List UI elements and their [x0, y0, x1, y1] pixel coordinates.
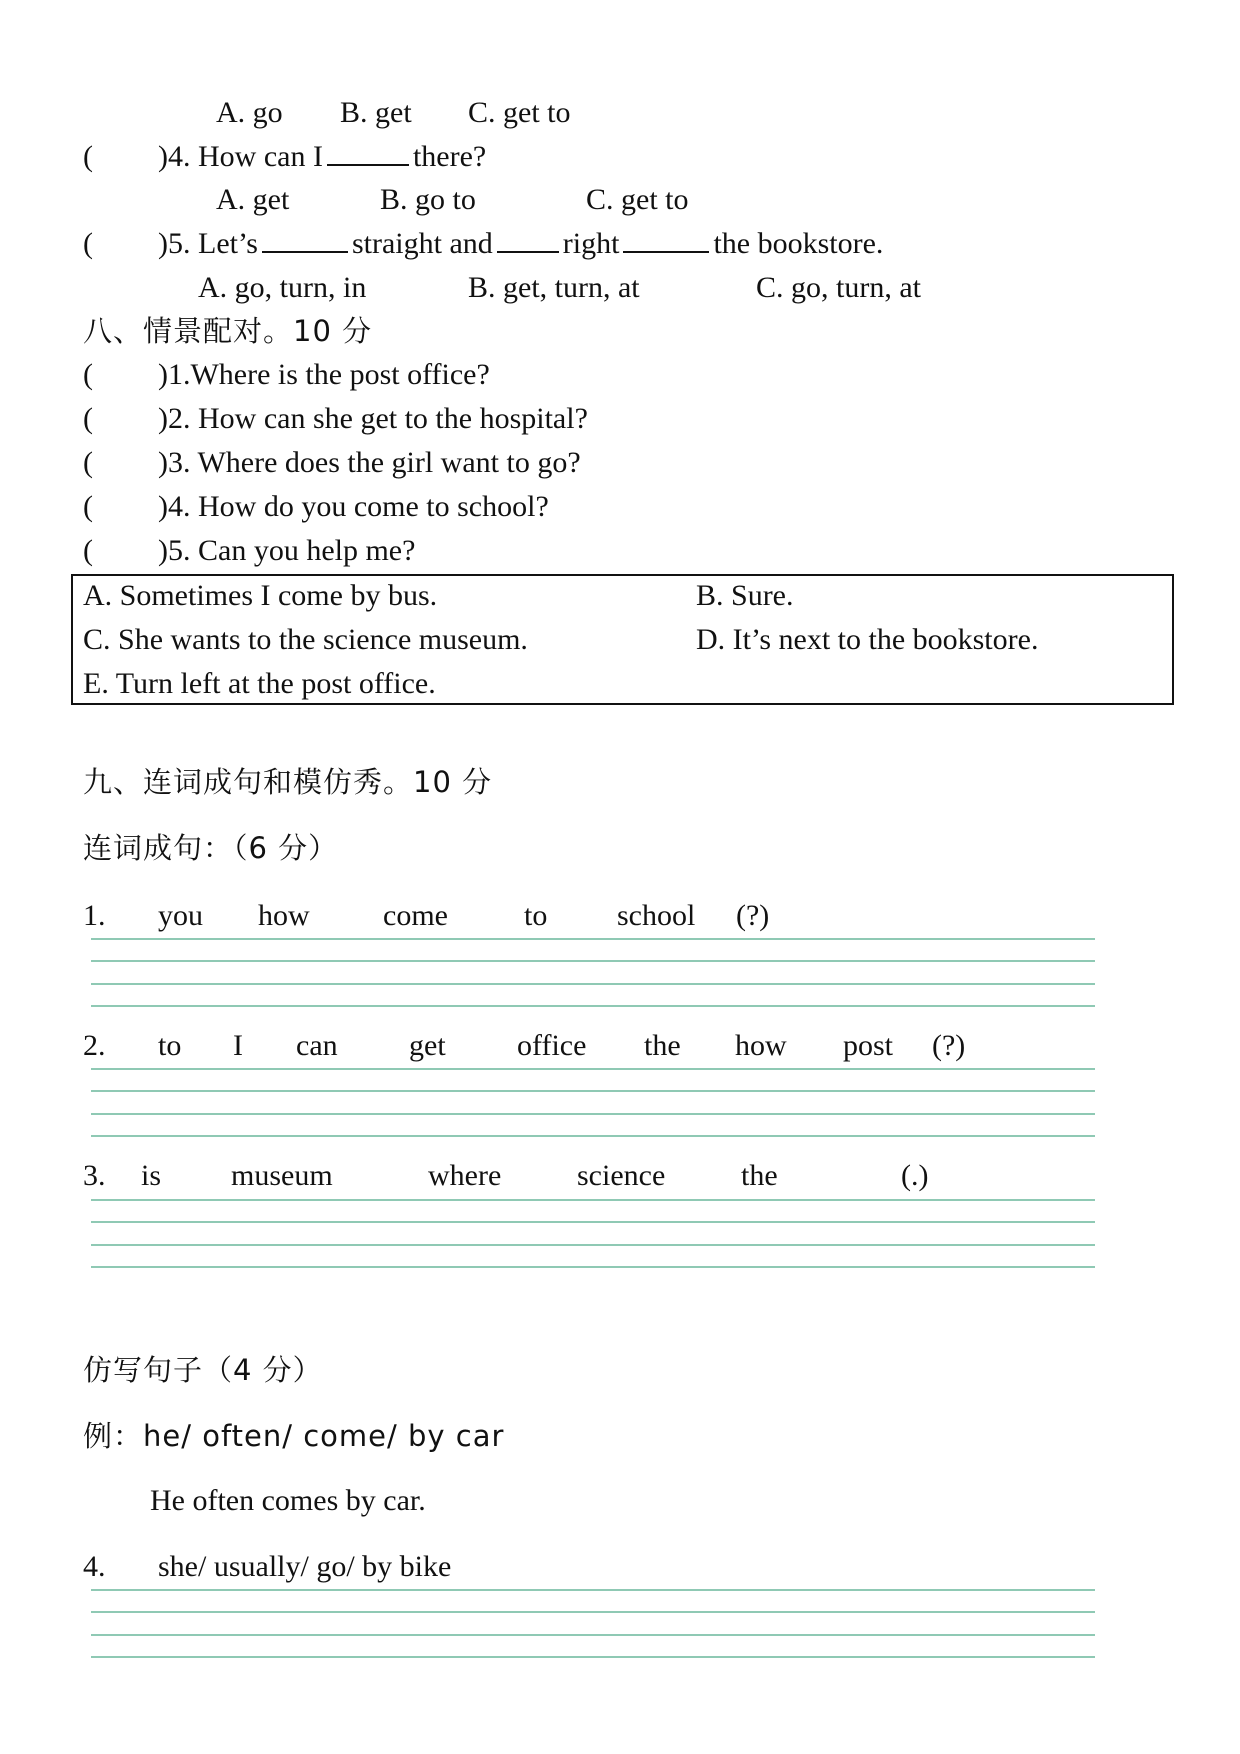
q5-part4: the bookstore.	[713, 227, 884, 260]
q3-option-b: B. get	[340, 96, 412, 129]
q4-text: )4. How can I	[158, 140, 323, 173]
s1-word: (?)	[736, 899, 770, 932]
s4-writing-line[interactable]	[91, 1611, 1095, 1613]
s1-writing-line[interactable]	[91, 960, 1095, 962]
q5-question	[158, 226, 883, 262]
section9-sub1: 连词成句：（6 分）	[83, 831, 339, 865]
answer-d: D. It’s next to the bookstore.	[696, 623, 1039, 656]
s3-writing-line[interactable]	[91, 1266, 1095, 1268]
answer-e: E. Turn left at the post office.	[83, 667, 436, 700]
q5-option-a: A. go, turn, in	[198, 271, 367, 304]
s3-writing-line[interactable]	[91, 1199, 1095, 1201]
q4-option-a: A. get	[216, 183, 290, 216]
q4-option-b: B. go to	[380, 183, 476, 216]
s3-word: the	[741, 1159, 778, 1192]
s8-q2-paren[interactable]: (	[83, 402, 93, 435]
q5-blank-2[interactable]	[497, 227, 559, 253]
example-prompt	[83, 1418, 504, 1455]
section8-title: 八、情景配对。10 分	[83, 314, 373, 348]
s8-q1: )1.Where is the post office?	[158, 358, 490, 391]
s8-q5: )5. Can you help me?	[158, 534, 416, 567]
s4-writing-line[interactable]	[91, 1634, 1095, 1636]
answer-c: C. She wants to the science museum.	[83, 623, 528, 656]
section9-sub2: 仿写句子（4 分）	[83, 1353, 323, 1387]
s8-q1-paren[interactable]: (	[83, 358, 93, 391]
s2-word: I	[233, 1029, 243, 1062]
q3-option-a: A. go	[216, 96, 283, 129]
q5-part2: straight and	[351, 227, 493, 260]
s1-writing-line[interactable]	[91, 938, 1095, 940]
s2-writing-line[interactable]	[91, 1135, 1095, 1137]
s2-word: office	[517, 1029, 587, 1062]
q5-option-b: B. get, turn, at	[468, 271, 640, 304]
s3-writing-line[interactable]	[91, 1244, 1095, 1246]
s2-word: the	[644, 1029, 681, 1062]
s4-prompt: she/ usually/ go/ by bike	[158, 1550, 452, 1583]
s1-writing-line[interactable]	[91, 983, 1095, 985]
q5-part3: right	[562, 227, 620, 260]
s1-word: to	[524, 899, 548, 932]
q5-option-c: C. go, turn, at	[756, 271, 921, 304]
s1-num: 1.	[83, 899, 106, 932]
q4-blank[interactable]	[327, 140, 409, 166]
s8-q2: )2. How can she get to the hospital?	[158, 402, 588, 435]
q4-after: there?	[412, 140, 487, 173]
q5-paren[interactable]: (	[83, 227, 93, 260]
example-label: 例：he/ often/ come/ by car	[83, 1419, 505, 1453]
section9-title: 九、连词成句和模仿秀。10 分	[83, 765, 493, 799]
s2-word: (?)	[932, 1029, 966, 1062]
s4-writing-line[interactable]	[91, 1656, 1095, 1658]
s2-num: 2.	[83, 1029, 106, 1062]
s2-word: how	[735, 1029, 787, 1062]
s3-word: science	[577, 1159, 666, 1192]
s3-word: is	[141, 1159, 162, 1192]
s1-word: how	[258, 899, 310, 932]
q5-blank-1[interactable]	[262, 227, 348, 253]
s8-q4: )4. How do you come to school?	[158, 490, 549, 523]
s3-num: 3.	[83, 1159, 106, 1192]
s8-q3-paren[interactable]: (	[83, 446, 93, 479]
s3-writing-line[interactable]	[91, 1221, 1095, 1223]
example-answer: He often comes by car.	[150, 1484, 426, 1517]
s8-q3: )3. Where does the girl want to go?	[158, 446, 581, 479]
q3-option-c: C. get to	[468, 96, 571, 129]
q4-question	[158, 139, 486, 175]
s4-writing-line[interactable]	[91, 1589, 1095, 1591]
s2-word: get	[409, 1029, 446, 1062]
s8-q4-paren[interactable]: (	[83, 490, 93, 523]
s3-word: where	[428, 1159, 502, 1192]
q4-option-c: C. get to	[586, 183, 689, 216]
s1-writing-line[interactable]	[91, 1005, 1095, 1007]
s2-writing-line[interactable]	[91, 1090, 1095, 1092]
s2-word: can	[296, 1029, 338, 1062]
s2-writing-line[interactable]	[91, 1113, 1095, 1115]
s1-word: you	[158, 899, 203, 932]
s1-word: come	[383, 899, 448, 932]
s2-word: to	[158, 1029, 182, 1062]
q4-paren[interactable]: (	[83, 140, 93, 173]
s3-word: (.)	[901, 1159, 929, 1192]
s3-word: museum	[231, 1159, 333, 1192]
s2-word: post	[843, 1029, 894, 1062]
answer-b: B. Sure.	[696, 579, 794, 612]
q5-blank-3[interactable]	[623, 227, 709, 253]
s1-word: school	[617, 899, 696, 932]
s8-q5-paren[interactable]: (	[83, 534, 93, 567]
answer-a: A. Sometimes I come by bus.	[83, 579, 438, 612]
q5-text: )5. Let’s	[158, 227, 258, 260]
s2-writing-line[interactable]	[91, 1068, 1095, 1070]
s4-num: 4.	[83, 1550, 106, 1583]
